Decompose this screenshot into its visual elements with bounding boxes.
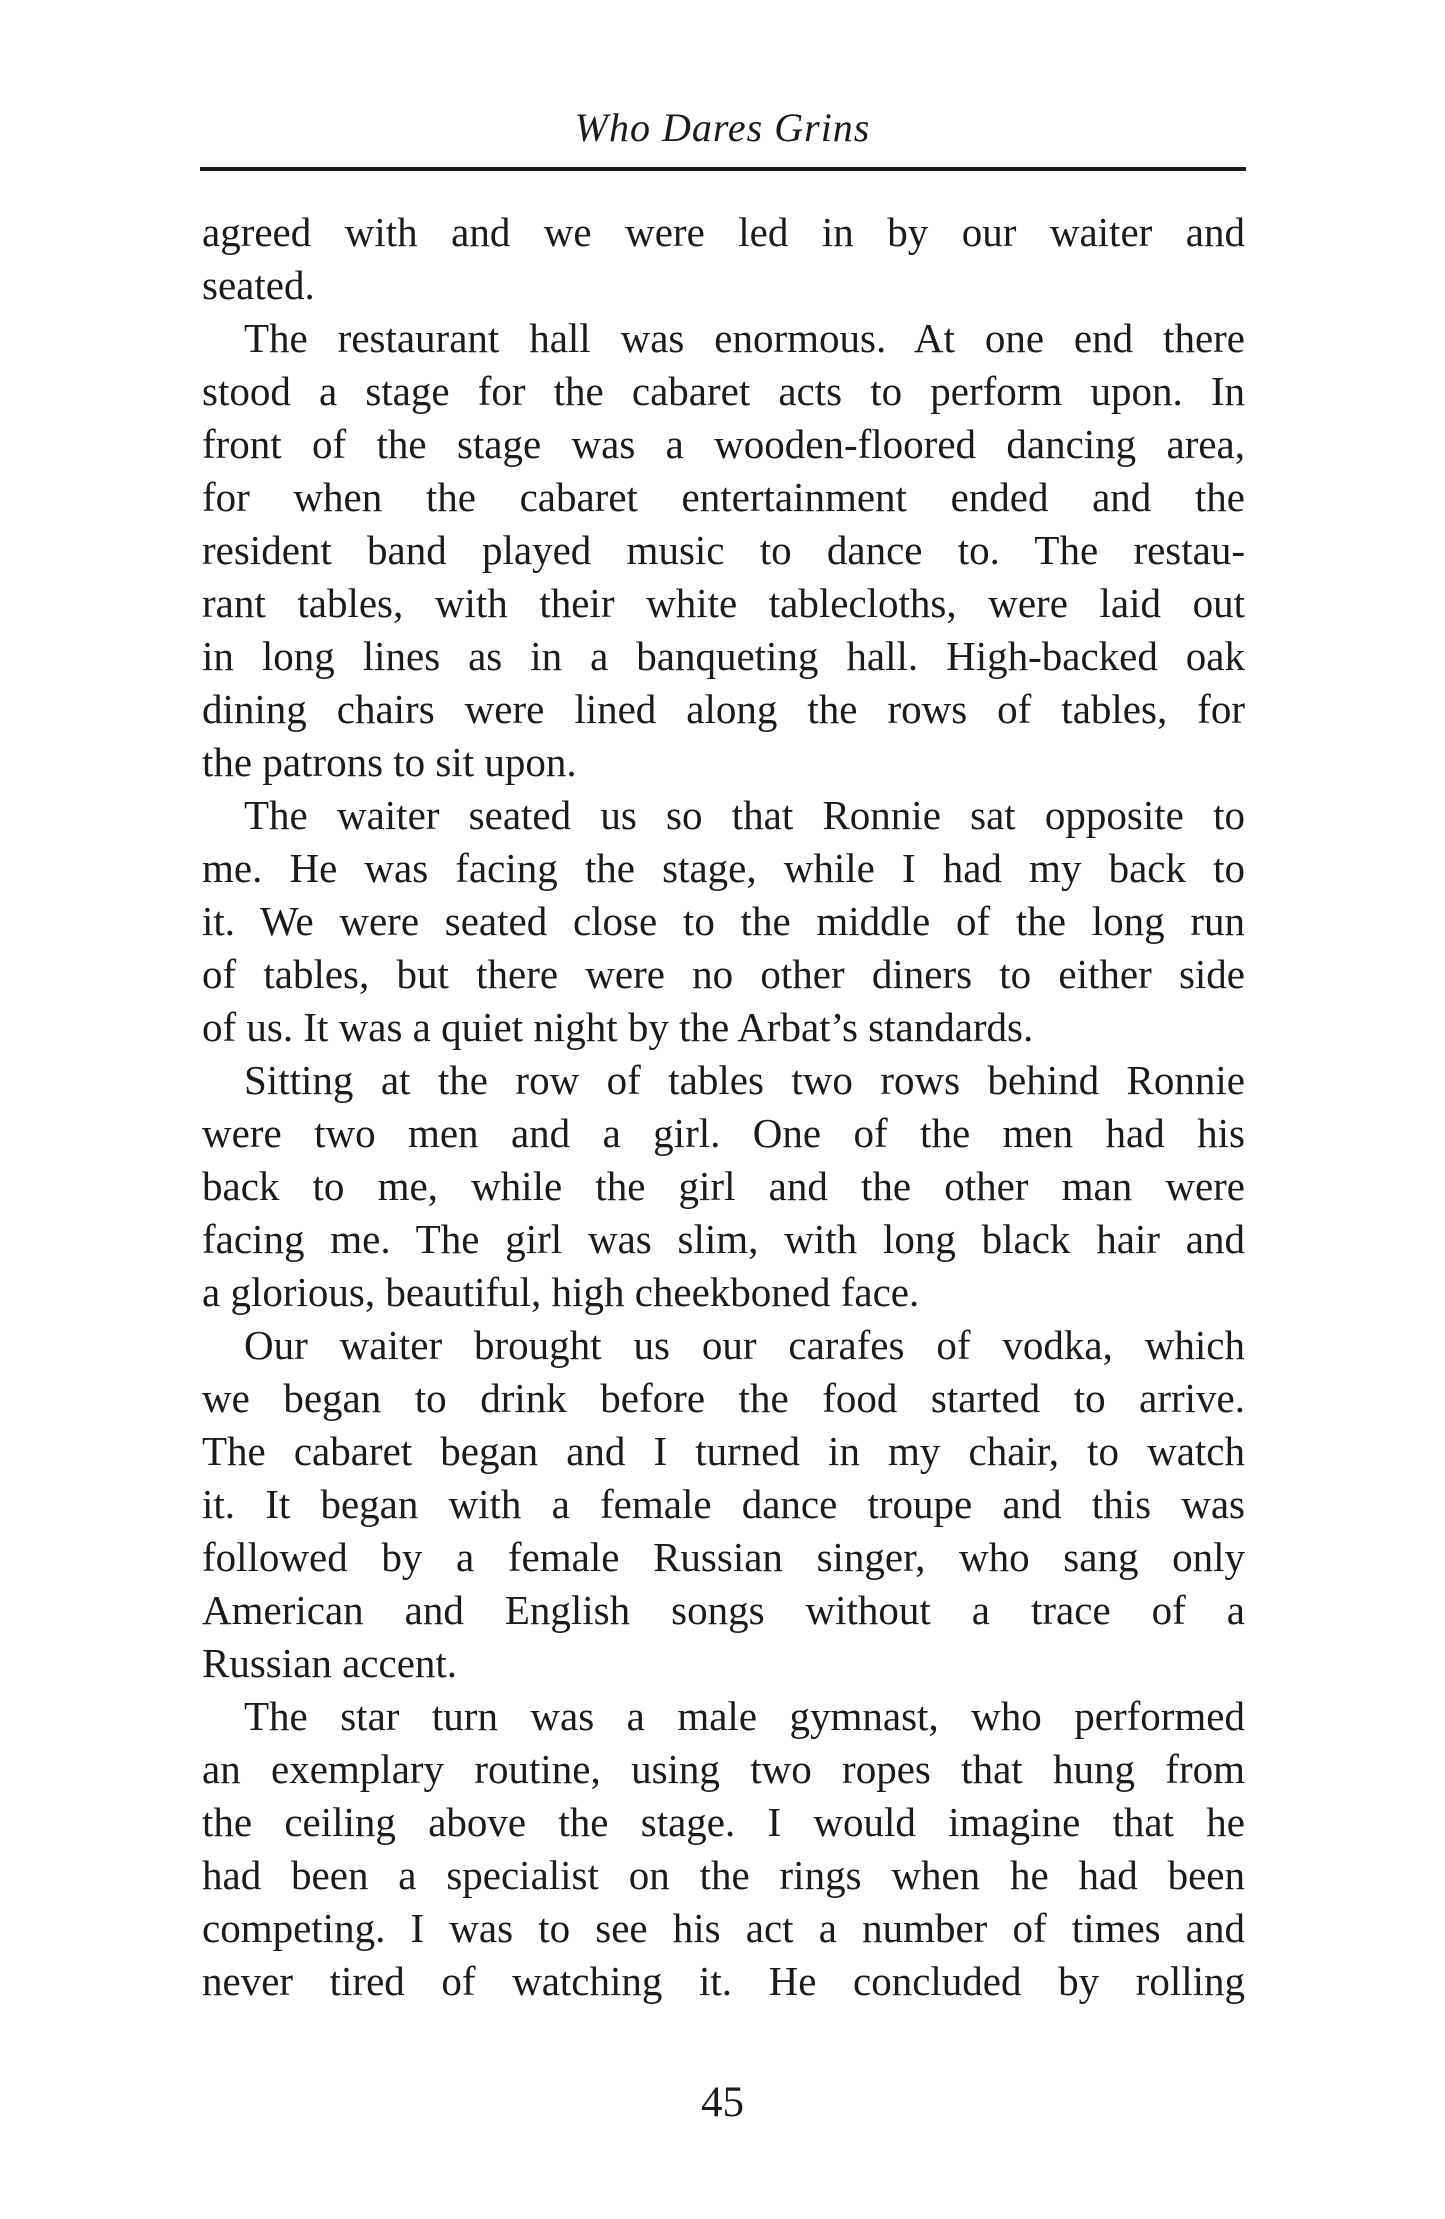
body-line: seated. bbox=[202, 262, 315, 308]
body-line: resident band played music to dance to. The restau- bbox=[202, 527, 1245, 573]
body-line: agreed with and we were led in by our waiter and bbox=[202, 209, 1245, 255]
body-line: dining chairs were lined along the rows of tables, for bbox=[202, 686, 1245, 732]
header-rule-divider bbox=[200, 167, 1246, 171]
body-line: competing. I was to see his act a number of times and bbox=[202, 1905, 1245, 1951]
body-line: in long lines as in a banqueting hall. High-backed oak bbox=[202, 633, 1245, 679]
body-line: an exemplary routine, using two ropes that hung from bbox=[202, 1746, 1245, 1792]
page-number: 45 bbox=[701, 2079, 744, 2126]
body-line: the ceiling above the stage. I would imagine that he bbox=[202, 1799, 1245, 1845]
body-text bbox=[202, 206, 1245, 2008]
body-line: had been a specialist on the rings when he had been bbox=[202, 1852, 1245, 1898]
body-line: The restaurant hall was enormous. At one end there bbox=[244, 315, 1245, 361]
body-line: facing me. The girl was slim, with long black hair and bbox=[202, 1216, 1245, 1262]
body-line: the patrons to sit upon. bbox=[202, 739, 577, 785]
body-line: were two men and a girl. One of the men had his bbox=[202, 1110, 1245, 1156]
body-line: we began to drink before the food started to arrive. bbox=[202, 1375, 1245, 1421]
body-line: a glorious, beautiful, high cheekboned face. bbox=[202, 1269, 920, 1315]
body-line: Russian accent. bbox=[202, 1640, 458, 1686]
body-line: never tired of watching it. He concluded by rolling bbox=[202, 1958, 1245, 2004]
body-line: The star turn was a male gymnast, who performed bbox=[244, 1693, 1245, 1739]
body-line: The waiter seated us so that Ronnie sat opposite to bbox=[244, 792, 1245, 838]
body-line: for when the cabaret entertainment ended and the bbox=[202, 474, 1245, 520]
body-line: The cabaret began and I turned in my chair, to watch bbox=[202, 1428, 1245, 1474]
body-line: it. It began with a female dance troupe and this was bbox=[202, 1481, 1245, 1527]
body-line: of tables, but there were no other diners to either side bbox=[202, 951, 1245, 997]
body-line: rant tables, with their white tablecloths, were laid out bbox=[202, 580, 1245, 626]
body-line: stood a stage for the cabaret acts to perform upon. In bbox=[202, 368, 1245, 414]
body-line: it. We were seated close to the middle of the long run bbox=[202, 898, 1245, 944]
body-line: Sitting at the row of tables two rows behind Ronnie bbox=[244, 1057, 1245, 1103]
running-header: Who Dares Grins bbox=[574, 105, 871, 150]
body-line: back to me, while the girl and the other man were bbox=[202, 1163, 1245, 1209]
body-line: me. He was facing the stage, while I had my back to bbox=[202, 845, 1245, 891]
body-line: Our waiter brought us our carafes of vodka, which bbox=[244, 1322, 1245, 1368]
body-line: followed by a female Russian singer, who sang only bbox=[202, 1534, 1245, 1580]
body-line: front of the stage was a wooden-floored dancing area, bbox=[202, 421, 1245, 467]
body-line: of us. It was a quiet night by the Arbat’s standards. bbox=[202, 1004, 1034, 1050]
body-line: American and English songs without a trace of a bbox=[202, 1587, 1245, 1633]
